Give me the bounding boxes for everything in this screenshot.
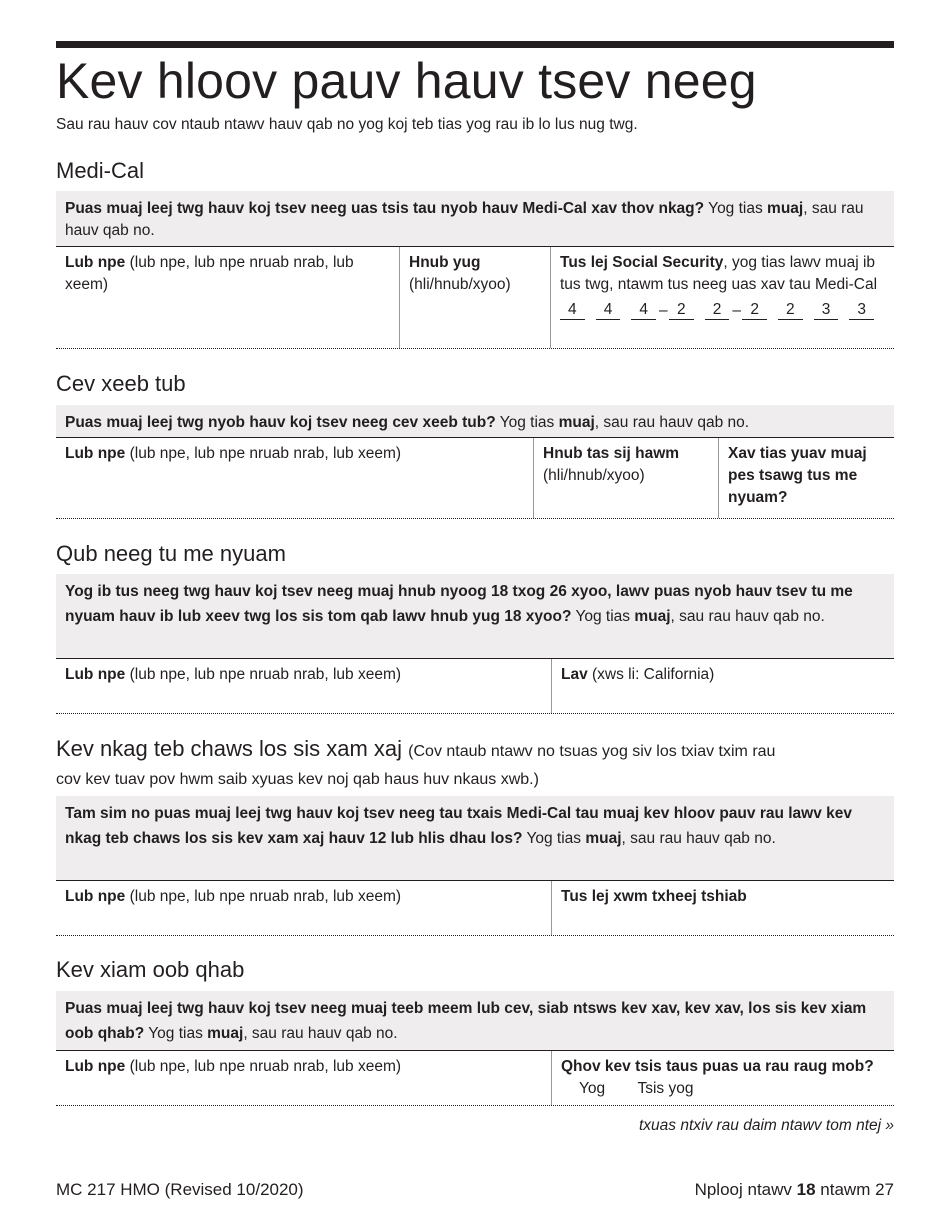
- continue-note: txuas ntxiv rau daim ntawv tom ntej »: [638, 1117, 894, 1134]
- page-title: Kev hloov pauv hauv tsev neeg: [56, 53, 757, 109]
- foster-question: Yog ib tus neeg twg hauv koj tsev neeg muaj hnub nyoog 18 txog 26 xyoo, lawv puas nyob hauv tsev tu me nyuam hauv ib lub xeev twg los sis tom qab lawv hnub yug 18 xyoo? Yog tias muaj, sau rau hauv qab no.: [56, 574, 894, 658]
- page-number: Nplooj ntawv 18 ntawm 27: [694, 1180, 894, 1199]
- section-title-immigration: Kev nkag teb chaws los sis xam xaj (Cov ntaub ntawv no tsuas yog siv los txiav txim rau: [56, 736, 776, 761]
- medi-cal-question: Puas muaj leej twg hauv koj tsev neeg uas tsis tau nyob hauv Medi-Cal xav thov nkag? Yog tias muaj, sau rau hauv qab no.: [56, 191, 894, 246]
- medi-cal-table: [56, 246, 894, 349]
- section-title-disability: Kev xiam oob qhab: [56, 957, 245, 982]
- foster-state-field[interactable]: Lav (xws li: California): [551, 659, 894, 713]
- section-note: (Cov ntaub ntawv no tsuas yog siv los txiav txim rau: [408, 743, 776, 760]
- form-id: MC 217 HMO (Revised 10/2020): [56, 1180, 304, 1199]
- option-yes[interactable]: Yog: [579, 1080, 606, 1097]
- disability-injury-field: Qhov kev tsis taus puas ua rau raug mob? Yog Tsis yog: [551, 1051, 894, 1105]
- immigration-table: [56, 880, 894, 936]
- ssn-digit: 4: [631, 301, 656, 320]
- foster-name-field[interactable]: Lub npe (lub npe, lub npe nruab nrab, lub xeem): [65, 666, 402, 683]
- immigration-name-field[interactable]: Lub npe (lub npe, lub npe nruab nrab, lub xeem): [65, 888, 402, 905]
- ssn-digit: 4: [560, 301, 585, 320]
- section-title-foster: Qub neeg tu me nyuam: [56, 541, 286, 566]
- pregnancy-question: Puas muaj leej twg nyob hauv koj tsev neeg cev xeeb tub? Yog tias muaj, sau rau hauv qab no.: [56, 405, 894, 437]
- disability-table: [56, 1050, 894, 1106]
- medi-cal-birthdate-field[interactable]: Hnub yug (hli/hnub/xyoo): [399, 247, 550, 348]
- ssn-digit: 4: [596, 301, 621, 320]
- section-title-pregnancy: Cev xeeb tub: [56, 371, 186, 396]
- ssn-digit: 2: [705, 301, 730, 320]
- medi-cal-ssn-field[interactable]: Tus lej Social Security, yog tias lawv muaj ib tus twg, ntawm tus neeg uas xav tau Medi-Cal 4 4 4 – 2 2 – 2 2 3 3: [550, 247, 894, 348]
- medi-cal-name-field[interactable]: Lub npe (lub npe, lub npe nruab nrab, lub xeem): [65, 254, 354, 293]
- option-no[interactable]: Tsis yog: [637, 1080, 694, 1097]
- ssn-digit: 3: [814, 301, 839, 320]
- ssn-digit: 2: [778, 301, 803, 320]
- ssn-dash: –: [732, 302, 741, 319]
- ssn-digit: 3: [849, 301, 874, 320]
- pregnancy-name-field[interactable]: Lub npe (lub npe, lub npe nruab nrab, lub xeem): [65, 445, 402, 462]
- disability-question: Puas muaj leej twg hauv koj tsev neeg muaj teeb meem lub cev, siab ntsws kev xav, kev xav, los sis kev xiam oob qhab? Yog tias muaj, sau rau hauv qab no.: [56, 991, 894, 1050]
- ssn-digit: 2: [742, 301, 767, 320]
- top-rule: [56, 41, 894, 48]
- ssn-dash: –: [659, 302, 668, 319]
- immigration-status-field[interactable]: Tus lej xwm txheej tshiab: [551, 881, 894, 935]
- immigration-question: Tam sim no puas muaj leej twg hauv koj tsev neeg tau txais Medi-Cal tau muaj kev hloov pauv rau lawv kev nkag teb chaws los sis kev xam xaj hauv 12 lub hlis dhau los? Yog tias muaj, sau rau hauv qab no.: [56, 796, 894, 880]
- page-subtitle: Sau rau hauv cov ntaub ntawv hauv qab no yog koj teb tias yog rau ib lo lus nug twg.: [56, 116, 638, 133]
- disability-name-field[interactable]: Lub npe (lub npe, lub npe nruab nrab, lub xeem): [65, 1058, 402, 1075]
- section-note-continued: cov kev tuav pov hwm saib xyuas kev noj qab haus huv nkaus xwb.): [56, 771, 539, 788]
- foster-table: [56, 658, 894, 714]
- pregnancy-baby-count-field[interactable]: Xav tias yuav muaj pes tsawg tus me nyuam?: [718, 438, 894, 518]
- pregnancy-due-date-field[interactable]: Hnub tas sij hawm (hli/hnub/xyoo): [533, 438, 718, 518]
- section-title-medi-cal: Medi-Cal: [56, 158, 145, 183]
- ssn-entry[interactable]: [560, 301, 885, 320]
- ssn-digit: 2: [669, 301, 694, 320]
- pregnancy-table: [56, 437, 894, 519]
